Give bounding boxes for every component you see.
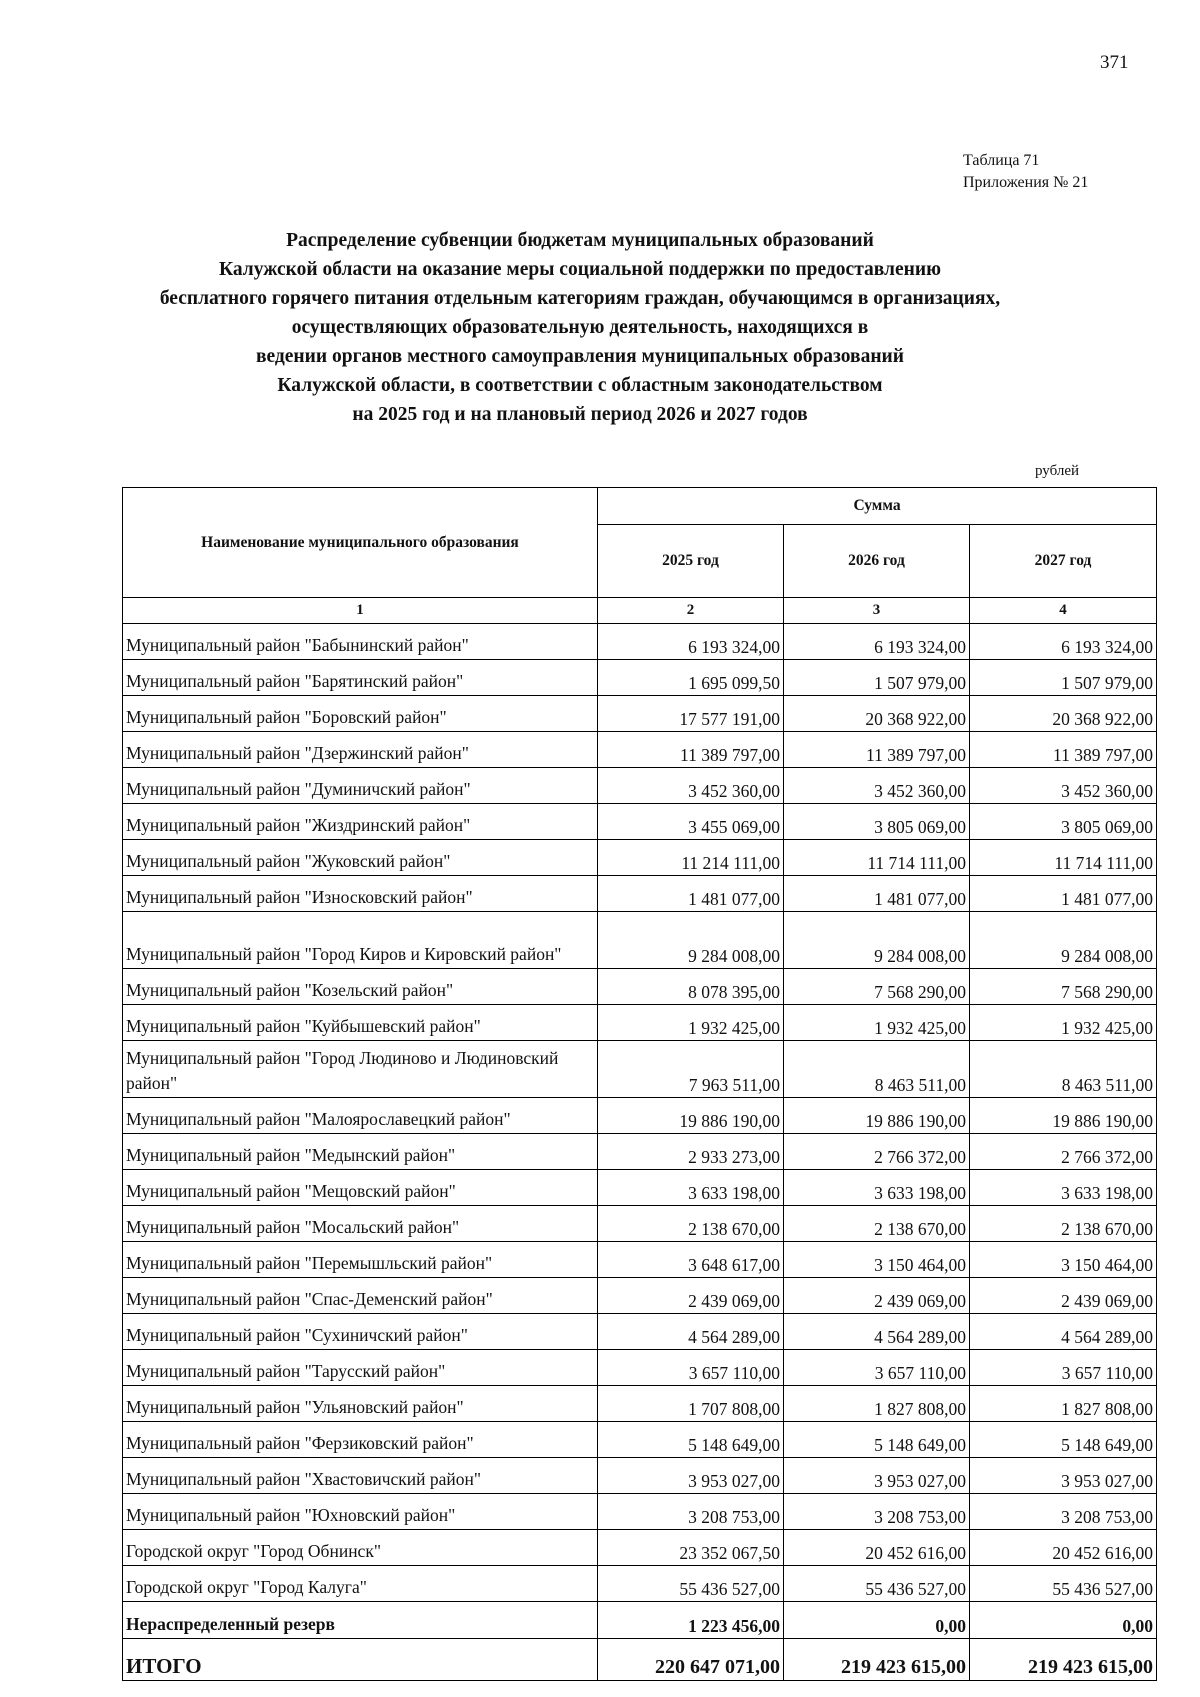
amount-2025: 3 633 198,00 (598, 1170, 784, 1206)
amount-2025: 8 078 395,00 (598, 969, 784, 1005)
municipality-name: Муниципальный район "Жуковский район" (123, 840, 598, 876)
page-number: 371 (1100, 52, 1129, 73)
municipality-name: Муниципальный район "Ферзиковский район" (123, 1422, 598, 1458)
amount-2025: 5 148 649,00 (598, 1422, 784, 1458)
municipality-name: Городской округ "Город Обнинск" (123, 1530, 598, 1566)
municipality-name: Муниципальный район "Мосальский район" (123, 1206, 598, 1242)
total-row (123, 1639, 1157, 1681)
amount-2027: 9 284 008,00 (970, 912, 1157, 969)
amount-2026: 19 886 190,00 (784, 1098, 970, 1134)
table-row (123, 804, 1157, 840)
amount-2025: 2 933 273,00 (598, 1134, 784, 1170)
amount-2027: 11 714 111,00 (970, 840, 1157, 876)
amount-2027: 3 657 110,00 (970, 1350, 1157, 1386)
amount-2027: 3 208 753,00 (970, 1494, 1157, 1530)
amount-2026: 3 150 464,00 (784, 1242, 970, 1278)
amount-2027: 6 193 324,00 (970, 624, 1157, 660)
amount-2025: 1 223 456,00 (598, 1602, 784, 1639)
table-row (123, 1041, 1157, 1098)
table-row (123, 840, 1157, 876)
title-line: Калужской области, в соответствии с областным законодательством (277, 375, 883, 396)
table-reference (963, 150, 1088, 194)
column-header-2027: 2027 год (970, 525, 1157, 598)
amount-2026: 5 148 649,00 (784, 1422, 970, 1458)
amount-2025: 4 564 289,00 (598, 1314, 784, 1350)
amount-2025: 7 963 511,00 (598, 1041, 784, 1098)
amount-2025: 3 455 069,00 (598, 804, 784, 840)
amount-2025: 11 389 797,00 (598, 732, 784, 768)
title-line: Калужской области на оказание меры социальной поддержки по предоставлению (218, 259, 942, 280)
amount-2027: 3 953 027,00 (970, 1458, 1157, 1494)
municipality-name: Нераспределенный резерв (123, 1602, 598, 1639)
municipality-name: Городской округ "Город Калуга" (123, 1566, 598, 1602)
municipality-name: Муниципальный район "Износковский район" (123, 876, 598, 912)
amount-2027: 1 932 425,00 (970, 1005, 1157, 1041)
amount-2025: 3 953 027,00 (598, 1458, 784, 1494)
amount-2026: 2 138 670,00 (784, 1206, 970, 1242)
amount-2026: 3 805 069,00 (784, 804, 970, 840)
amount-2026: 6 193 324,00 (784, 624, 970, 660)
amount-2026: 7 568 290,00 (784, 969, 970, 1005)
table-row (123, 1206, 1157, 1242)
column-number-row (123, 598, 1157, 624)
amount-2027: 8 463 511,00 (970, 1041, 1157, 1098)
municipality-name: Муниципальный район "Бабынинский район" (123, 624, 598, 660)
amount-2025: 3 648 617,00 (598, 1242, 784, 1278)
table-row (123, 1098, 1157, 1134)
amount-2027: 5 148 649,00 (970, 1422, 1157, 1458)
table-row (123, 876, 1157, 912)
table-row (123, 732, 1157, 768)
amount-2027: 0,00 (970, 1602, 1157, 1639)
amount-2025: 3 452 360,00 (598, 768, 784, 804)
column-number: 4 (970, 598, 1157, 624)
title-line: осуществляющих образовательную деятельность, находящихся в (291, 317, 869, 338)
amount-2025: 11 214 111,00 (598, 840, 784, 876)
document-title (110, 226, 1050, 429)
amount-2027: 7 568 290,00 (970, 969, 1157, 1005)
title-line: Распределение субвенции бюджетам муниципальных образований (286, 230, 874, 251)
table-row (123, 1005, 1157, 1041)
table-row (123, 1314, 1157, 1350)
reserve-row (123, 1602, 1157, 1639)
amount-2027: 3 150 464,00 (970, 1242, 1157, 1278)
amount-2027: 3 452 360,00 (970, 768, 1157, 804)
title-line: ведении органов местного самоуправления муниципальных образований (255, 346, 905, 367)
amount-2025: 6 193 324,00 (598, 624, 784, 660)
table-row (123, 1242, 1157, 1278)
amount-2027: 1 827 808,00 (970, 1386, 1157, 1422)
table-row (123, 912, 1157, 969)
municipality-name: Муниципальный район "Медынский район" (123, 1134, 598, 1170)
amount-2027: 3 633 198,00 (970, 1170, 1157, 1206)
column-header-sum: Сумма (598, 488, 1157, 525)
amount-2026: 3 953 027,00 (784, 1458, 970, 1494)
column-header-name: Наименование муниципального образования (123, 488, 598, 598)
amount-2025: 17 577 191,00 (598, 696, 784, 732)
amount-2026: 4 564 289,00 (784, 1314, 970, 1350)
municipality-name: Муниципальный район "Город Киров и Кировский район" (123, 912, 598, 969)
amount-2026: 1 507 979,00 (784, 660, 970, 696)
municipality-name: Муниципальный район "Хвастовичский район" (123, 1458, 598, 1494)
title-line: на 2025 год и на плановый период 2026 и 2027 годов (352, 404, 808, 425)
table-row (123, 696, 1157, 732)
amount-2026: 3 208 753,00 (784, 1494, 970, 1530)
table-row (123, 624, 1157, 660)
amount-2027: 219 423 615,00 (970, 1639, 1157, 1681)
amount-2026: 219 423 615,00 (784, 1639, 970, 1681)
amount-2027: 20 368 922,00 (970, 696, 1157, 732)
table-number: Таблица 71 (963, 152, 1040, 169)
column-number: 3 (784, 598, 970, 624)
municipality-name: Муниципальный район "Перемышльский район" (123, 1242, 598, 1278)
amount-2026: 20 452 616,00 (784, 1530, 970, 1566)
amount-2026: 11 389 797,00 (784, 732, 970, 768)
table-row (123, 1170, 1157, 1206)
amount-2025: 220 647 071,00 (598, 1639, 784, 1681)
units-label: рублей (1035, 463, 1080, 479)
amount-2027: 3 805 069,00 (970, 804, 1157, 840)
appendix-number: Приложения № 21 (963, 174, 1089, 191)
amount-2025: 1 932 425,00 (598, 1005, 784, 1041)
amount-2027: 1 481 077,00 (970, 876, 1157, 912)
table-row (123, 969, 1157, 1005)
municipality-name: Муниципальный район "Думиничский район" (123, 768, 598, 804)
amount-2025: 3 208 753,00 (598, 1494, 784, 1530)
table-row (123, 1494, 1157, 1530)
amount-2025: 23 352 067,50 (598, 1530, 784, 1566)
amount-2027: 1 507 979,00 (970, 660, 1157, 696)
table-row (123, 1530, 1157, 1566)
table-row (123, 1278, 1157, 1314)
amount-2026: 11 714 111,00 (784, 840, 970, 876)
amount-2026: 3 657 110,00 (784, 1350, 970, 1386)
amount-2026: 9 284 008,00 (784, 912, 970, 969)
table-row (123, 1386, 1157, 1422)
table-row (123, 1566, 1157, 1602)
amount-2025: 19 886 190,00 (598, 1098, 784, 1134)
column-number: 2 (598, 598, 784, 624)
table-row (123, 768, 1157, 804)
table-row (123, 1134, 1157, 1170)
amount-2026: 3 452 360,00 (784, 768, 970, 804)
table-row (123, 660, 1157, 696)
municipality-name: Муниципальный район "Козельский район" (123, 969, 598, 1005)
amount-2025: 9 284 008,00 (598, 912, 784, 969)
municipality-name: Муниципальный район "Куйбышевский район" (123, 1005, 598, 1041)
table-row (123, 1350, 1157, 1386)
header-row (123, 488, 1157, 525)
amount-2027: 2 439 069,00 (970, 1278, 1157, 1314)
amount-2025: 55 436 527,00 (598, 1566, 784, 1602)
amount-2025: 1 481 077,00 (598, 876, 784, 912)
amount-2026: 8 463 511,00 (784, 1041, 970, 1098)
municipality-name: Муниципальный район "Ульяновский район" (123, 1386, 598, 1422)
amount-2027: 19 886 190,00 (970, 1098, 1157, 1134)
amount-2027: 2 138 670,00 (970, 1206, 1157, 1242)
municipality-name: Муниципальный район "Мещовский район" (123, 1170, 598, 1206)
municipality-name: Муниципальный район "Барятинский район" (123, 660, 598, 696)
column-number: 1 (123, 598, 598, 624)
municipality-name: Муниципальный район "Боровский район" (123, 696, 598, 732)
amount-2026: 3 633 198,00 (784, 1170, 970, 1206)
amount-2025: 3 657 110,00 (598, 1350, 784, 1386)
amount-2027: 4 564 289,00 (970, 1314, 1157, 1350)
column-header-2026: 2026 год (784, 525, 970, 598)
table-row (123, 1422, 1157, 1458)
amount-2026: 55 436 527,00 (784, 1566, 970, 1602)
amount-2025: 1 695 099,50 (598, 660, 784, 696)
municipality-name: Муниципальный район "Жиздринский район" (123, 804, 598, 840)
amount-2026: 2 439 069,00 (784, 1278, 970, 1314)
municipality-name: Муниципальный район "Малоярославецкий район" (123, 1098, 598, 1134)
amount-2026: 1 827 808,00 (784, 1386, 970, 1422)
amount-2027: 20 452 616,00 (970, 1530, 1157, 1566)
amount-2027: 55 436 527,00 (970, 1566, 1157, 1602)
municipality-name: ИТОГО (123, 1639, 598, 1681)
amount-2026: 0,00 (784, 1602, 970, 1639)
amount-2027: 2 766 372,00 (970, 1134, 1157, 1170)
municipality-name: Муниципальный район "Тарусский район" (123, 1350, 598, 1386)
column-header-2025: 2025 год (598, 525, 784, 598)
amount-2026: 20 368 922,00 (784, 696, 970, 732)
municipality-name: Муниципальный район "Юхновский район" (123, 1494, 598, 1530)
table-row (123, 1458, 1157, 1494)
amount-2026: 1 481 077,00 (784, 876, 970, 912)
amount-2026: 1 932 425,00 (784, 1005, 970, 1041)
municipality-name: Муниципальный район "Город Людиново и Людиновский район" (123, 1041, 598, 1098)
amount-2027: 11 389 797,00 (970, 732, 1157, 768)
title-line: бесплатного горячего питания отдельным категориям граждан, обучающимся в организациях, (159, 288, 1001, 309)
amount-2025: 2 439 069,00 (598, 1278, 784, 1314)
municipality-name: Муниципальный район "Дзержинский район" (123, 732, 598, 768)
municipality-name: Муниципальный район "Сухиничский район" (123, 1314, 598, 1350)
subvention-table (122, 487, 1157, 1681)
amount-2025: 2 138 670,00 (598, 1206, 784, 1242)
municipality-name: Муниципальный район "Спас-Деменский район" (123, 1278, 598, 1314)
amount-2026: 2 766 372,00 (784, 1134, 970, 1170)
amount-2025: 1 707 808,00 (598, 1386, 784, 1422)
